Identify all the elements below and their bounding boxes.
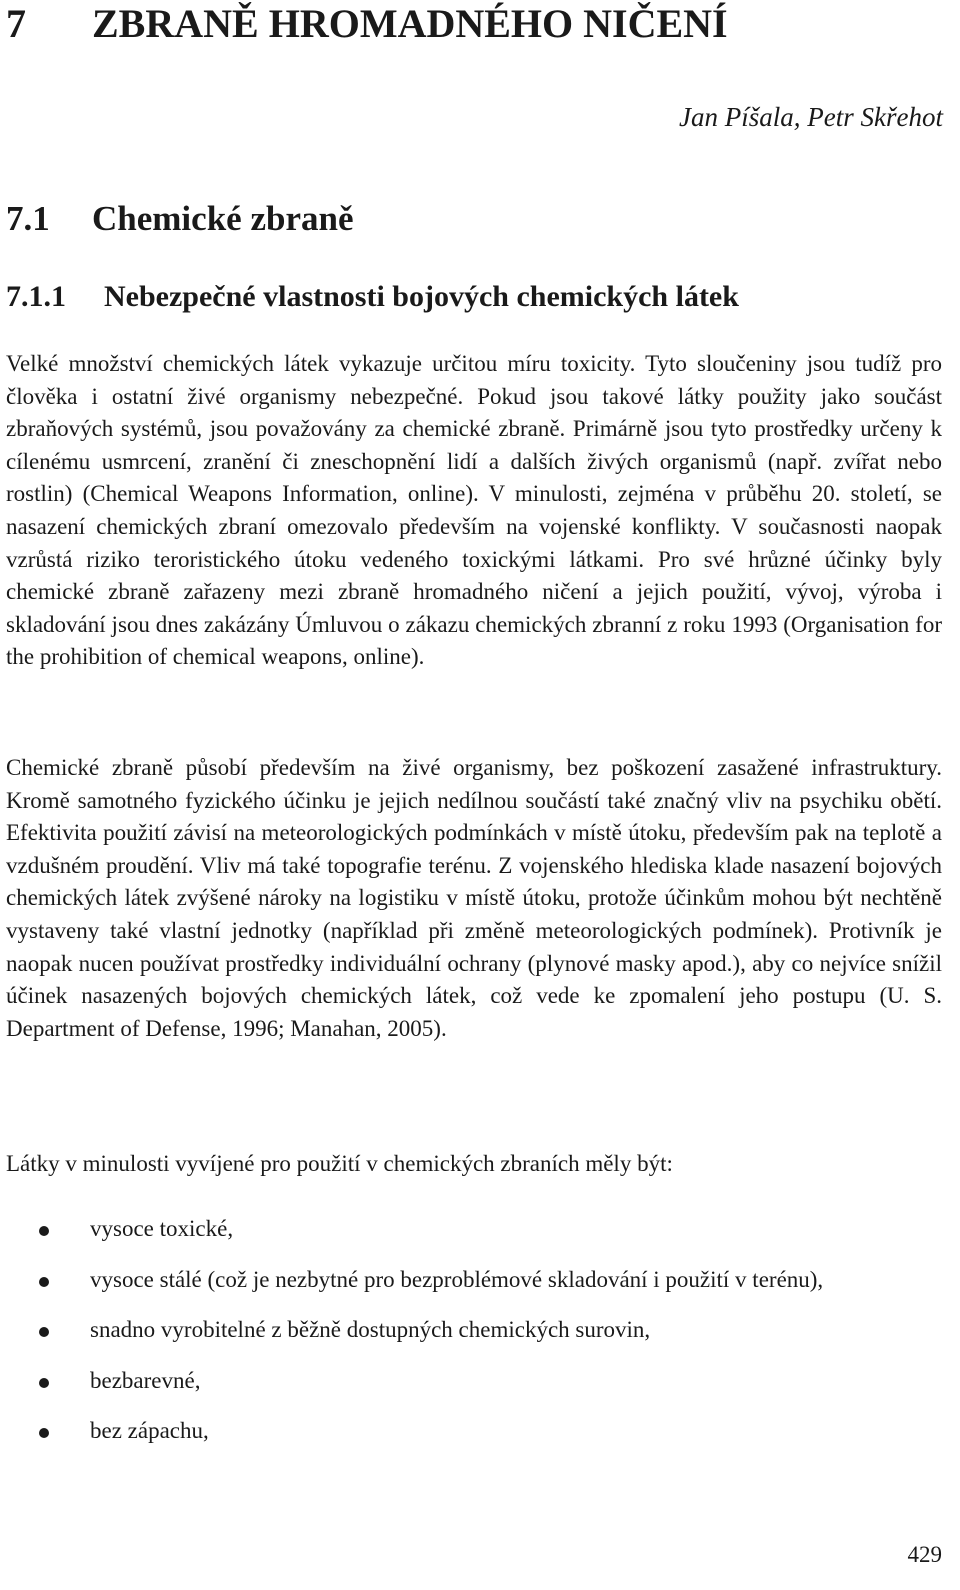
subsection-number: 7.1.1 [6, 280, 66, 313]
section-number: 7.1 [6, 199, 50, 238]
list-item [6, 1365, 942, 1398]
bullet-icon [39, 1277, 49, 1287]
subsection-title: Nebezpečné vlastnosti bojových chemických látek [104, 280, 739, 313]
bullet-icon [39, 1378, 49, 1388]
section-title: Chemické zbraně [92, 199, 354, 238]
list-item-text: snadno vyrobitelné z běžně dostupných chemických surovin, [90, 1317, 651, 1343]
chapter-heading [6, 0, 728, 48]
bullet-icon [39, 1327, 49, 1337]
chapter-title: ZBRANĚ HROMADNÉHO NIČENÍ [92, 1, 728, 46]
bullet-icon [39, 1226, 49, 1236]
bullet-list [6, 1213, 942, 1466]
body-paragraph: Velké množství chemických látek vykazuje určitou míru toxicity. Tyto sloučeniny jsou tudíž pro člověka i ostatní živé organismy nebezpečné. Pokud jsou takové látky použity jako součást zbraňových systémů, jsou považovány za chemické zbraně. Primárně jsou tyto prostředky určeny k cílenému usmrcení, zranění či zneschopnění lidí a dalších živých organismů (např. zvířat nebo rostlin) (Chemical Weapons Information, online). V minulosti, zejména v průběhu 20. století, se nasazení chemických zbraní omezovalo především na vojenské konflikty. V současnosti naopak vzrůstá riziko teroristického útoku vedeného toxickými látkami. Pro své hrůzné účinky byly chemické zbraně zařazeny mezi zbraně hromadného ničení a jejich použití, vývoj, výroba i skladování jsou dnes zakázány Úmluvou o zákazu chemických zbranní z roku 1993 (Organisation for the prohibition of chemical weapons, online). [6, 351, 942, 670]
list-item [6, 1213, 942, 1246]
authors-line: Jan Píšala, Petr Skřehot [679, 102, 943, 132]
list-item-text: vysoce toxické, [90, 1216, 234, 1241]
body-paragraph: Chemické zbraně působí především na živé organismy, bez poškození zasažené infrastruktury. Kromě samotného fyzického účinku je jejich nedílnou součástí také značný vliv na psychiku obětí. Efektivita použití závisí na meteorologických podmínkách v místě útoku, především pak na teplotě a vzdušném proudění. Vliv má také topografie terénu. Z vojenského hlediska klade nasazení bojových chemických látek zvýšené nároky na logistiku v místě útoku, protože účinkům mohou být nechtěně vystaveny také vlastní jednotky (například při změně meteorologických podmínek). Protivník je naopak nucen používat prostředky individuální ochrany (plynové masky apod.), aby co nejvíce snížil účinek nasazených bojových chemických látek, což vede ke zpomalení jeho postupu (U. S. Department of Defense, 1996; Manahan, 2005). [6, 755, 942, 1041]
list-item-text: bezbarevné, [90, 1367, 201, 1393]
list-item [6, 1314, 942, 1347]
list-item-text: bez zápachu, [90, 1418, 209, 1444]
subsection-heading [6, 278, 739, 316]
list-item [6, 1415, 942, 1448]
list-item [6, 1264, 942, 1297]
list-intro-paragraph: Látky v minulosti vyvíjené pro použití v chemických zbraních měly být: [6, 1151, 673, 1176]
section-heading [6, 197, 353, 241]
chapter-number: 7 [6, 1, 26, 46]
list-item-text: vysoce stálé (což je nezbytné pro bezproblémové skladování i použití v terénu), [90, 1266, 824, 1292]
page-number: 429 [907, 1542, 942, 1567]
bullet-icon [39, 1428, 49, 1438]
